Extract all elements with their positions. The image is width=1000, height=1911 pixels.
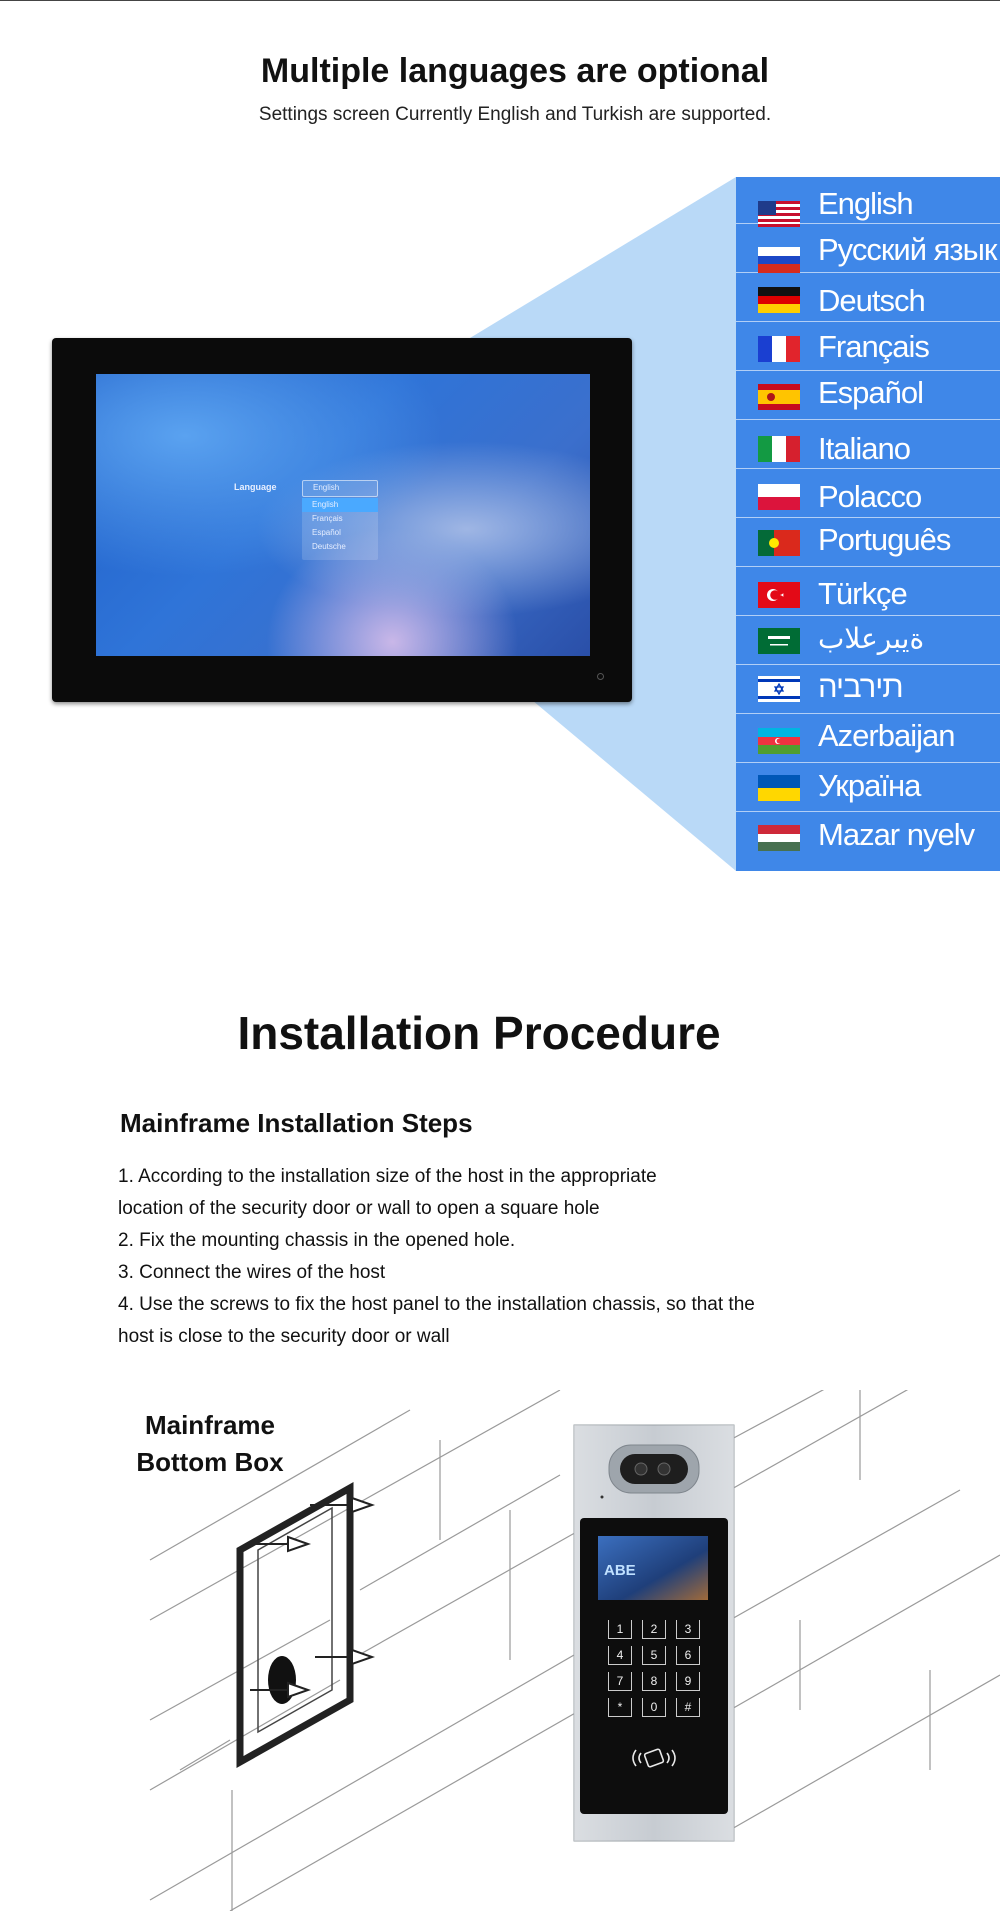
camera-icon xyxy=(597,673,604,680)
step-line: location of the security door or wall to open a square hole xyxy=(118,1198,600,1219)
language-label: Español xyxy=(818,375,924,410)
language-item[interactable] xyxy=(736,618,1000,665)
spain-flag-icon xyxy=(758,384,800,410)
step-line: 1. According to the installation size of the host in the appropriate xyxy=(118,1166,657,1187)
language-item[interactable] xyxy=(736,226,1000,273)
box-label-line: Bottom Box xyxy=(136,1447,284,1477)
keypad-key[interactable]: 1 xyxy=(608,1620,632,1639)
us-flag-icon xyxy=(758,201,800,227)
keypad-key[interactable]: 2 xyxy=(642,1620,666,1639)
language-label: Italiano xyxy=(818,431,910,466)
language-label: Mazar nyelv xyxy=(818,817,975,852)
box-label-line: Mainframe xyxy=(144,1410,276,1440)
monitor-screen xyxy=(96,374,590,656)
keypad-key[interactable]: 6 xyxy=(676,1646,700,1665)
bottom-box xyxy=(240,1488,372,1762)
screen-option[interactable]: Français xyxy=(312,514,343,523)
keypad-key[interactable]: 7 xyxy=(608,1672,632,1691)
step-line: 2. Fix the mounting chassis in the opened hole. xyxy=(118,1230,516,1251)
language-item[interactable] xyxy=(736,275,1000,322)
language-label: Україна xyxy=(818,768,921,803)
language-label: Türkçe xyxy=(818,576,907,611)
screen-language-dropdown xyxy=(302,498,378,560)
indoor-monitor xyxy=(52,338,632,702)
language-list-panel xyxy=(736,177,1000,871)
israel-flag-icon xyxy=(758,676,800,702)
rfid-card-icon xyxy=(626,1744,682,1772)
language-item[interactable] xyxy=(736,569,1000,616)
turkey-flag-icon xyxy=(758,582,800,608)
keypad-key[interactable]: 8 xyxy=(642,1672,666,1691)
language-item[interactable] xyxy=(736,520,1000,567)
languages-subtitle: Settings screen Currently English and Turkish are supported. xyxy=(258,104,772,125)
screen-option[interactable]: Español xyxy=(312,528,341,537)
azerbaijan-flag-icon xyxy=(758,728,800,754)
keypad-key[interactable]: # xyxy=(676,1698,700,1717)
poland-flag-icon xyxy=(758,484,800,510)
language-item[interactable] xyxy=(736,765,1000,812)
language-label: Русский язык xyxy=(818,232,997,267)
language-label: Azerbaijan xyxy=(818,718,955,753)
italy-flag-icon xyxy=(758,436,800,462)
panel-keypad xyxy=(608,1620,712,1732)
keypad-key[interactable]: 5 xyxy=(642,1646,666,1665)
language-label: תירביה xyxy=(818,669,903,704)
languages-title: Multiple languages are optional xyxy=(260,52,770,90)
language-label: Deutsch xyxy=(818,283,925,318)
step-line: host is close to the security door or wall xyxy=(118,1326,450,1347)
language-item[interactable] xyxy=(736,177,1000,224)
russia-flag-icon xyxy=(758,247,800,273)
language-item[interactable] xyxy=(736,716,1000,763)
ukraine-flag-icon xyxy=(758,775,800,801)
language-label: English xyxy=(818,186,913,221)
screen-option[interactable]: English xyxy=(302,498,378,512)
language-item[interactable] xyxy=(736,814,1000,860)
portugal-flag-icon xyxy=(758,530,800,556)
language-label: Polacco xyxy=(818,479,922,514)
language-item[interactable] xyxy=(736,422,1000,469)
screen-language-label: Language xyxy=(234,482,277,492)
language-item[interactable] xyxy=(736,324,1000,371)
keypad-key[interactable]: 0 xyxy=(642,1698,666,1717)
step-line: 4. Use the screws to fix the host panel to the installation chassis, so that the xyxy=(118,1294,755,1315)
language-item[interactable] xyxy=(736,667,1000,714)
language-label: ةيبرعلاب xyxy=(818,623,925,654)
installation-steps xyxy=(118,1161,818,1353)
installation-steps-heading: Mainframe Installation Steps xyxy=(120,1108,473,1138)
screen-select-value: English xyxy=(313,483,340,492)
language-item[interactable] xyxy=(736,373,1000,420)
installation-title: Installation Procedure xyxy=(237,1007,721,1059)
language-item[interactable] xyxy=(736,471,1000,518)
france-flag-icon xyxy=(758,336,800,362)
keypad-key[interactable]: 4 xyxy=(608,1646,632,1665)
language-label: Français xyxy=(818,329,929,364)
panel-display-text: ABE xyxy=(604,1562,636,1579)
screen-language-select[interactable] xyxy=(302,480,378,497)
saudi-flag-icon xyxy=(758,628,800,654)
hungary-flag-icon xyxy=(758,825,800,851)
step-line: 3. Connect the wires of the host xyxy=(118,1262,386,1283)
keypad-key[interactable]: 9 xyxy=(676,1672,700,1691)
screen-option[interactable]: Deutsche xyxy=(312,542,346,551)
germany-flag-icon xyxy=(758,287,800,313)
keypad-key[interactable]: 3 xyxy=(676,1620,700,1639)
keypad-key[interactable]: * xyxy=(608,1698,632,1717)
language-label: Português xyxy=(818,522,951,557)
bottom-box-label xyxy=(120,1407,300,1481)
